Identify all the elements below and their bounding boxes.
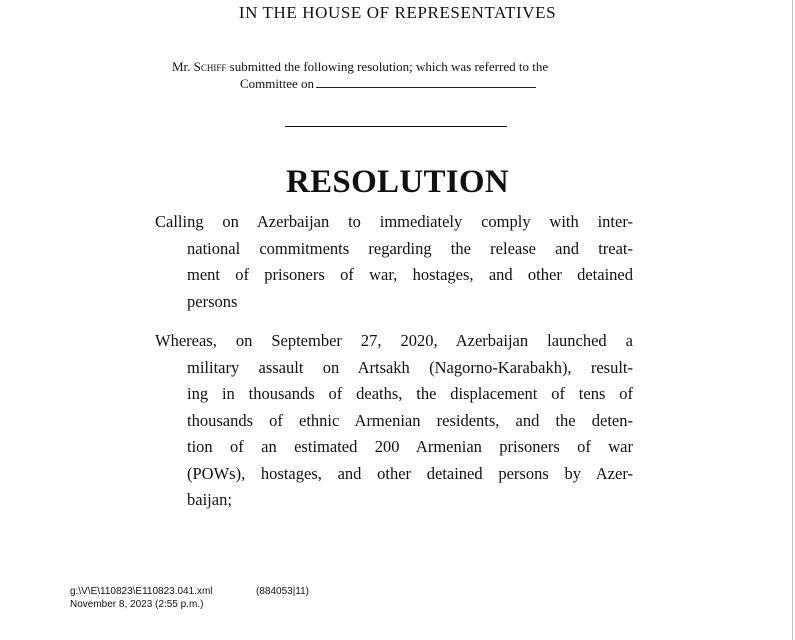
footer-date: November 8, 2023 (2:55 p.m.): [70, 599, 204, 610]
whereas-line: baijan;: [187, 490, 232, 509]
footer-document-id: (884053|11): [256, 586, 310, 597]
whereas-line: Whereas, on September 27, 2020, Azerbaijan launched a: [155, 331, 633, 350]
whereas-line: (POWs), hostages, and other detained persons by Azer-: [187, 463, 633, 483]
committee-blank: [316, 77, 536, 88]
resolution-title: [155, 209, 633, 315]
whereas-line: ing in thousands of deaths, the displacement of tens of: [187, 384, 633, 403]
whereas-line: military assault on Artsakh (Nagorno-Karabakh), result-: [187, 357, 633, 377]
submission-text-line2: Committee on: [240, 76, 315, 91]
submission-text-line1: submitted the following resolution; which was referred to the: [229, 59, 549, 74]
separator-rule: [285, 126, 507, 127]
sponsor-name: Schiff: [193, 59, 227, 74]
document-footer: [70, 585, 310, 611]
whereas-line: thousands of ethnic Armenian residents, and the deten-: [187, 410, 633, 430]
whereas-line: tion of an estimated 200 Armenian prisoners of war: [187, 437, 633, 456]
title-line: persons: [187, 291, 238, 311]
title-line: ment of prisoners of war, hostages, and other detained: [187, 265, 633, 284]
chamber-heading: IN THE HOUSE OF REPRESENTATIVES: [238, 3, 557, 22]
document-type-heading: RESOLUTION: [285, 164, 510, 200]
title-line: national commitments regarding the release and treat-: [187, 238, 633, 258]
title-line: Calling on Azerbaijan to immediately comply with inter-: [155, 212, 633, 231]
footer-file-path: g:\V\E\110823\E110823.041.xml: [70, 586, 213, 597]
sponsor-prefix: Mr.: [172, 59, 191, 74]
whereas-clause: [155, 328, 633, 514]
submission-text-line2-wrap: [172, 75, 632, 92]
submission-statement: [172, 58, 632, 92]
page-edge: [792, 0, 793, 640]
